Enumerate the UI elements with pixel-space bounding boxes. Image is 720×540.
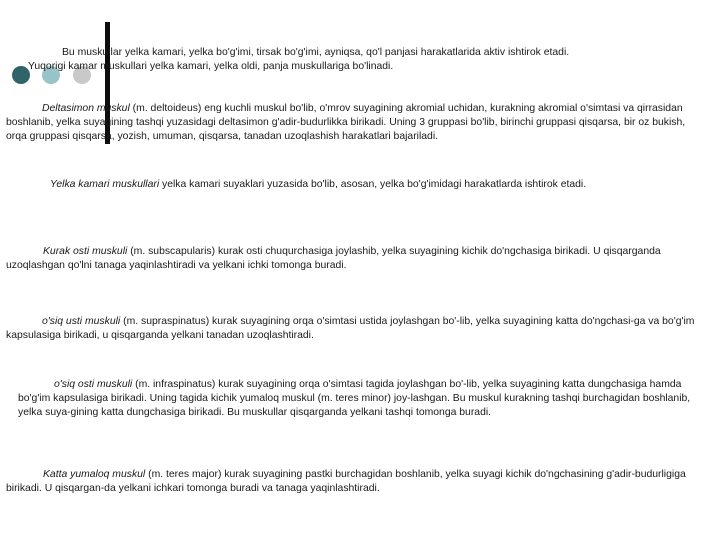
paragraph-infraspinatus: [18, 378, 708, 421]
paragraph-shoulder-girdle-text: yelka kamari suyaklari yuzasida bo'lib, asosan, yelka bo'g'imidagi harakatlarda ishtirok etadi.: [159, 179, 587, 190]
term-subscapularis: Kurak osti muskuli: [43, 246, 128, 257]
term-shoulder-girdle: Yelka kamari muskullari: [50, 179, 160, 190]
term-supraspinatus: o'siq usti muskuli: [42, 316, 121, 327]
paragraph-subscapularis: [6, 245, 706, 273]
term-deltoid: Deltasimon muskul: [42, 103, 130, 114]
paragraph-teres-major: [6, 468, 711, 496]
paragraph-supraspinatus-text: (m. supraspinatus) kurak suyagining orqa o'simtasi ustida joylashgan bo'-lib, yelka suyagining katta do'ngchasi-ga va bo'g'im kapsulasiga birikadi, u qisqarganda yelkani tanadan uzoqlashtiradi.: [6, 316, 695, 342]
intro-paragraph: [28, 46, 708, 74]
intro-line-1: Bu muskullar yelka kamari, yelka bo'g'imi, tirsak bo'g'imi, ayniqsa, qo'l panjasi harakatlarida aktiv ishtirok etadi.: [62, 47, 570, 58]
paragraph-infraspinatus-text: (m. infraspinatus) kurak suyagining orqa o'simtasi tagida joylashgan bo'-lib, yelka suyagining katta dungchasiga hamda bo'g'im kapsulasiga birikadi. Uning tagida kichik yumaloq muskul (m. teres minor) joy-lashgan. Bu muskul kurakning tashqi burchagidan boshlanib, yelka suya-gining katta dungchasiga birikadi. Bu muskullar qisqarganda yelkani tashqi tomonga buradi.: [18, 379, 691, 419]
paragraph-supraspinatus: [6, 315, 706, 343]
paragraph-deltoid-text: (m. deltoideus) eng kuchli muskul bo'lib, o'mrov suyagining akromial uchidan, kurakning akromial o'simtasi va qirrasidan boshlanib, yelka suyagining tashqi yuzasidagi deltasimon g'adir-budurlikka birikadi. Uning 3 gruppasi bo'lib, birinchi gruppasi qisqarsa, bir oz bukish, orqa gruppasi qisqarsa, yozish, umuman, qisqarsa, tanadan uzoqlashish harakatlari bajariladi.: [6, 103, 686, 143]
paragraph-shoulder-girdle: [50, 178, 720, 192]
term-infraspinatus: o'siq osti muskuli: [54, 379, 133, 390]
intro-line-2: Yuqorigi kamar muskullari yelka kamari, yelka oldi, panja muskullariga bo'linadi.: [28, 61, 394, 73]
paragraph-subscapularis-text: (m. subscapularis) kurak osti chuqurchasiga joylashib, yelka suyagining kichik do'ngchasiga birikadi. U qisqarganda uzoqlashgan qo'lni tanaga yaqinlashtiradi va yelkani ichki tomonga buradi.: [6, 246, 661, 272]
paragraph-teres-major-text: (m. teres major) kurak suyagining pastki burchagidan boshlanib, yelka suyagi kichik do'ngchasining g'adir-budurligiga birikadi. U qisqargan-da yelkani ichkari tomonga buradi va tanaga yaqinlashtiradi.: [6, 469, 686, 495]
paragraph-deltoid: [6, 102, 696, 145]
term-teres-major: Katta yumaloq muskul: [43, 469, 146, 480]
